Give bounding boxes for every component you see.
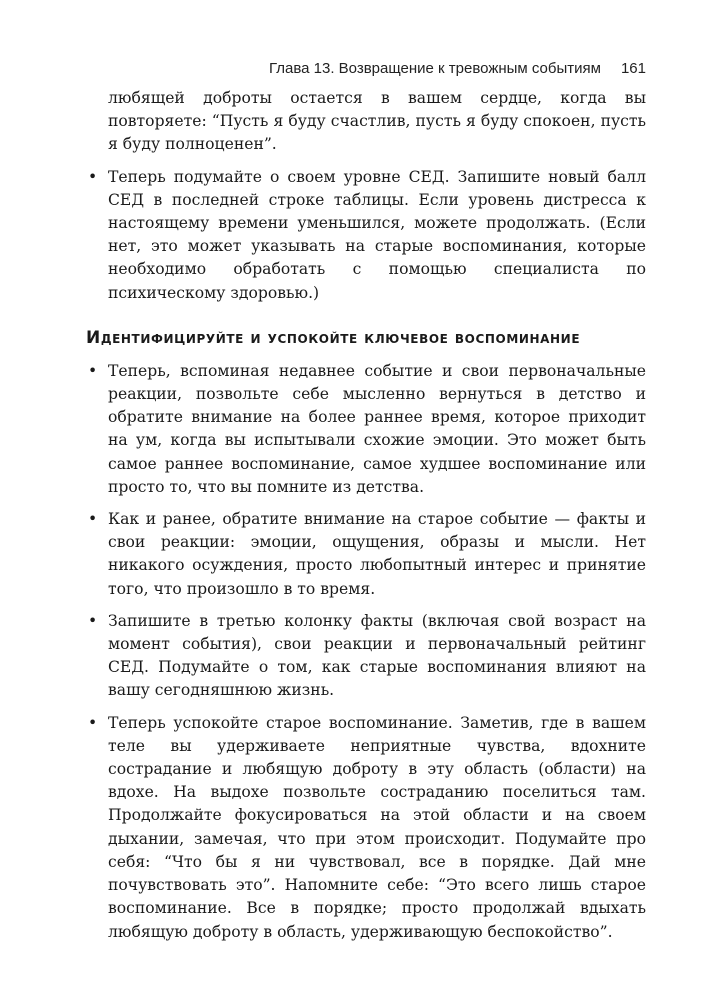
list-item [86,712,646,944]
section-heading: Идентифицируйте и успокойте ключевое воспоминание [86,327,581,348]
list-item-text: Запишите в третью колонку факты (включая свой возраст на момент события), свои реакции и первоначальный рейтинг СЕД. Подумайте о том, как старые воспоминания влияют на вашу сегодняшнюю жизнь. [108,611,646,700]
bullet-icon: • [88,611,98,630]
list-item [86,610,646,703]
bullet-list-1 [86,166,646,305]
page-number: 161 [620,60,646,77]
list-item-text: Теперь подумайте о своем уровне СЕД. Запишите новый балл СЕД в последней строке таблицы. Если уровень дистресса к настоящему времени уменьшился, можете продолжать. (Если нет, это может указывать на старые воспоминания, которые необходимо обработать с помощью специалиста по психическому здоровью.) [108,167,646,302]
running-head [86,60,646,77]
bullet-icon: • [88,713,98,732]
bullet-icon: • [88,167,98,186]
list-item [86,360,646,499]
list-item-text: Как и ранее, обратите внимание на старое событие — факты и свои реакции: эмоции, ощущения, образы и мысли. Нет никакого осуждения, просто любопытный интерес и принятие того, что произошло в то время. [108,510,646,598]
continuation-paragraph: любящей доброты остается в вашем сердце, когда вы повторяете: “Пусть я буду счастлив, пусть я буду спокоен, пусть я буду полноценен”. [108,89,646,154]
chapter-title: Глава 13. Возвращение к тревожным событиям [268,60,601,77]
bullet-icon: • [88,361,98,380]
book-page [86,60,646,953]
list-item [86,508,646,601]
list-item [86,166,646,305]
bullet-icon: • [88,510,98,529]
list-item-text: Теперь успокойте старое воспоминание. Заметив, где в вашем теле вы удерживаете неприятные чувства, вдохните сострадание и любящую доброту в эту область (области) на вдохе. На выдохе позвольте состраданию поселиться там. Продолжайте фокусироваться на этой области и на своем дыхании, замечая, что при этом происходит. Подумайте про себя: “Что бы я ни чувствовал, все в порядке. Дай мне почувствовать это”. Напомните себе: “Это всего лишь старое воспоминание. Все в порядке; просто продолжай вдыхать любящую доброту в область, удерживающую беспокойство”. [108,713,646,941]
list-item-text: Теперь, вспоминая недавнее событие и свои первоначальные реакции, позвольте себе мысленно вернуться в детство и обратите внимание на более раннее время, которое приходит на ум, когда вы испытывали схожие эмоции. Это может быть самое раннее воспоминание, самое худшее воспоминание или просто то, что вы помните из детства. [108,361,646,496]
bullet-list-2 [86,360,646,944]
